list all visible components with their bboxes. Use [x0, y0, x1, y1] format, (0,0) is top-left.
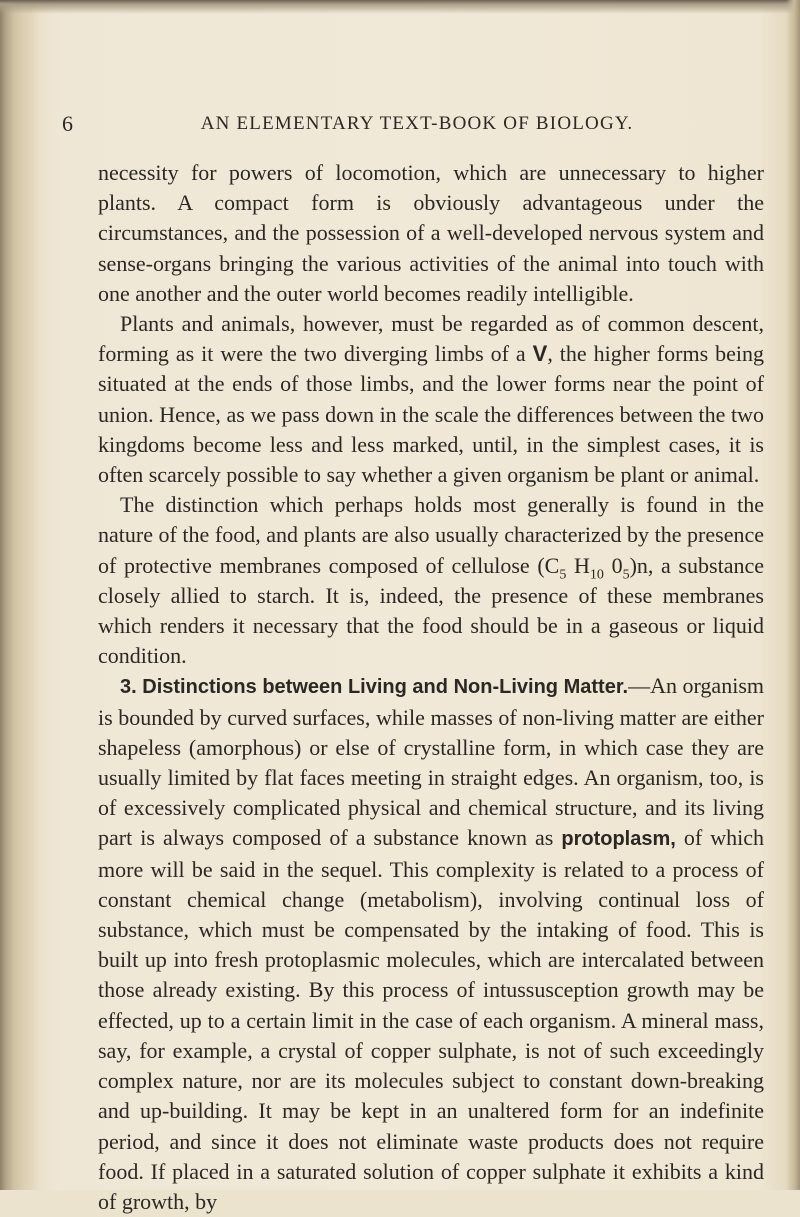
paragraph-1: necessity for powers of locomotion, which are unnecessary to higher plants. A compact form is obviously advantageous under the circumstances, and the possession of a well-developed nervous system and sense-organs bringing the various activities of the animal into touch with one another and the outer world becomes readily intelligible.	[98, 160, 764, 306]
v-letter: V	[532, 341, 548, 367]
paragraph-3: The distinction which perhaps holds most generally is found in the nature of the food, and plants are also usually characterized by the presence of protective membranes composed of cellulose ($C_5$ $H_{10}$ $0_5)n$, a substance closely allied to starch. It is, indeed, the presence of these membranes which renders it necessary that the food should be in a gaseous or liquid condition.	[98, 492, 764, 669]
body-text	[98, 158, 764, 1217]
page-number: 6	[62, 111, 73, 136]
running-title: AN ELEMENTARY TEXT-BOOK OF BIOLOGY.	[200, 113, 634, 134]
paragraph-4: 3. Distinctions between Living and Non-Living Matter.—An organism is bounded by curved surfaces, while masses of non-living matter are either shapeless (amorphous) or else of crystalline form, in which case they are usually limited by flat faces meeting in straight edges. An organism, too, is of excessively complicated physical and chemical structure, and its living part is always composed of a substance known as protoplasm, of which more will be said in the sequel. This complexity is related to a process of constant chemical change (metabolism), involving continual loss of substance, which must be compensated by the intaking of food. This is built up into fresh protoplasmic molecules, which are intercalated between those already existing. By this process of intussusception growth may be effected, up to a certain limit in the case of each organism. A mineral mass, say, for example, a crystal of copper sulphate, is not of such exceedingly complex nature, nor are its molecules subject to constant down-breaking and up-building. It may be kept in an unaltered form for an indefinite period, and since it does not eliminate waste products does not require food. If placed in a saturated solution of copper sulphate it exhibits a kind of growth, by	[98, 673, 764, 1214]
paragraph-2: Plants and animals, however, must be regarded as of common descent, forming as it were the two diverging limbs of a V, the higher forms being situated at the ends of those limbs, and the lower forms near the point of union. Hence, as we pass down in the scale the differences between the two kingdoms become less and less marked, until, in the simplest cases, it is often scarcely possible to say whether a given organism be plant or animal.	[98, 311, 764, 488]
page-right-edge	[786, 0, 800, 1190]
page-binding-shadow	[0, 0, 40, 1190]
page-top-shadow	[0, 0, 800, 14]
term-protoplasm: protoplasm,	[561, 828, 676, 851]
section-heading: 3. Distinctions between Living and Non-Living Matter.	[120, 676, 629, 699]
page-header	[62, 110, 762, 138]
